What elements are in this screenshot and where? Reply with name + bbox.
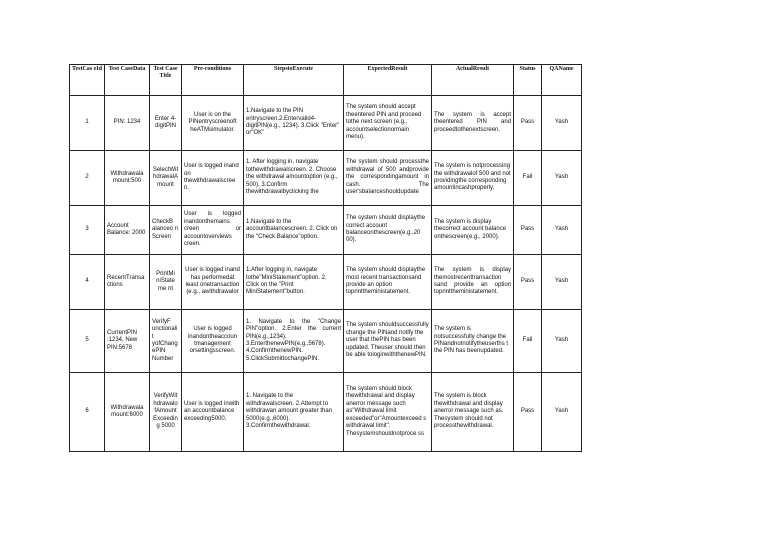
cell-actual-result: The system is notsuccessfully change the PINandnotnotifytheuserths t the PIN has beenupdated. [432,310,514,373]
header-pre-conditions: Pre-conditions [182,65,244,96]
cell-pre-conditions: User is logged inandonthemains creen or accountoverviews creen. [182,206,244,255]
header-actual-result: ActualResult [432,65,514,96]
cell-status: Pass [514,373,542,452]
cell-qa-name: Yash [542,373,582,452]
cell-actual-result: The system is accept theentered PIN and proceedtothenextscreen. [432,96,514,151]
header-test-case-id: TestCas eId [70,65,105,96]
cell-actual-result: The system is notprocessing the withdrawalof 500 and not providingthe corresponding amountincashproperly. [432,151,514,206]
cell-steps-to-execute: 1.After logging in, navigate tothe"MiniStatement"option. 2. Click on the "Print MiniStatement"button. [244,255,344,310]
cell-qa-name: Yash [542,96,582,151]
table-row [70,373,582,452]
cell-actual-result: The system is display themostrecenttransaction sand provide an option toprinttheministatement. [432,255,514,310]
header-test-case-title: Test Case Title [150,65,182,96]
cell-status: Pass [514,206,542,255]
cell-test-case-data: Withdrawala mount:500 [105,151,150,206]
cell-steps-to-execute: 1. Navigate to the "Change PIN"option. 2.Enter the current PIN(e.g.,1234). 3.EnterthenewPIN(e.g.,5678). 4.ConfirmthenewPIN. 5.ClickSubmittochangePIN. [244,310,344,373]
cell-status: Pass [514,96,542,151]
header-expected-result: ExpectedResult [344,65,432,96]
cell-test-case-data: RecentTransa ctions [105,255,150,310]
cell-expected-result: The system should accept theentered PIN and proceed tothe next screen (e.g., accountselectionormain menu). [344,96,432,151]
table-row [70,206,582,255]
header-row [70,65,582,96]
cell-pre-conditions: User is logged inwith an accountbalance exceeding5000. [182,373,244,452]
cell-actual-result: The system is display thecorrect account balance onthescreen(e.g., 2000). [432,206,514,255]
cell-test-case-id: 6 [70,373,105,452]
cell-expected-result: The system should displaythe most recent transactionsand provide an option toprinttheministatement. [344,255,432,310]
header-qa-name: QAName [542,65,582,96]
cell-qa-name: Yash [542,206,582,255]
cell-status: Fail [514,310,542,373]
cell-test-case-data: PIN: 1234 [105,96,150,151]
header-status: Status [514,65,542,96]
header-test-case-data: Test CaseData [105,65,150,96]
cell-steps-to-execute: 1.Navigate to the accountbalancescreen. 2. Click on the "Check Balance"option. [244,206,344,255]
cell-test-case-title: VerifyF unctionalit yofChang ePIN Number [150,310,182,373]
cell-test-case-title: VerifyWit hdrawalo fAmount Exceeding 5000 [150,373,182,452]
cell-test-case-data: CurrentPIN :1234, New PIN:5678 [105,310,150,373]
table-row [70,96,582,151]
cell-expected-result: The system should displaythe correct account balanceonthescreen(e.g.,20 00). [344,206,432,255]
cell-test-case-title: CheckB alanceo n Screen [150,206,182,255]
cell-pre-conditions: User is logged inand on thewithdrawalscree n. [182,151,244,206]
table-row [70,310,582,373]
cell-test-case-title: PrintMi niState me nt [150,255,182,310]
test-case-table [69,64,582,452]
cell-status: Fail [514,151,542,206]
cell-pre-conditions: User is logged inandontheaccoun tmanagement orsettingsscreen. [182,310,244,373]
cell-test-case-id: 4 [70,255,105,310]
cell-test-case-id: 3 [70,206,105,255]
cell-test-case-id: 5 [70,310,105,373]
cell-test-case-title: Enter 4-digitPIN [150,96,182,151]
table-row [70,255,582,310]
cell-test-case-id: 1 [70,96,105,151]
cell-expected-result: The system should block thewithdrawal and display anerror message such as"Withdrawal limit exceeded"or"Amountexceed s withdrawal limit". Thesystemshouldnotproce ss [344,373,432,452]
cell-expected-result: The system shouldsuccessfully change the PINand notify the user that thePIN has been updated. Theuser should then be able tologinwiththenewPIN. [344,310,432,373]
cell-qa-name: Yash [542,151,582,206]
cell-steps-to-execute: 1. After logging in, navigate tothewithdrawalscreen. 2. Choose the withdrawal amountoption (e.g., 500). 3.Confirm thewithdrawalbyclicking the [244,151,344,206]
cell-actual-result: The system is block thewithdrawal and display anerror message such as. Thesystem should not processthewithdrawal. [432,373,514,452]
cell-status: Pass [514,255,542,310]
cell-qa-name: Yash [542,255,582,310]
cell-test-case-data: Account Balance: 2000 [105,206,150,255]
cell-steps-to-execute: 1. Navigate to the withdrawalscreen. 2.Attempt to withdrawan amount greater than 5000(e.g.,6000). 3.Confirmthewithdrawal. [244,373,344,452]
cell-qa-name: Yash [542,310,582,373]
cell-steps-to-execute: 1.Navigate to the PIN entryscreen.2.Entervalid4-digitPIN(e.g., 1234). 3.Click "Enter" or"OK" [244,96,344,151]
header-steps-to-execute: StepstoExecute [244,65,344,96]
cell-test-case-title: SelectWit hdrawalA mount [150,151,182,206]
cell-pre-conditions: User is on the PINentryscreenoft heATMsimulator. [182,96,244,151]
cell-expected-result: The system should processthe withdrawal of 500 andprovide the correspondingamount in cash. The user'sbalanceshouldupdate [344,151,432,206]
cell-test-case-id: 2 [70,151,105,206]
cell-test-case-data: Withdrawala mount:6000 [105,373,150,452]
cell-pre-conditions: User is logged inand has performedat least onetransaction (e.g., awithdrawalor [182,255,244,310]
table-row [70,151,582,206]
